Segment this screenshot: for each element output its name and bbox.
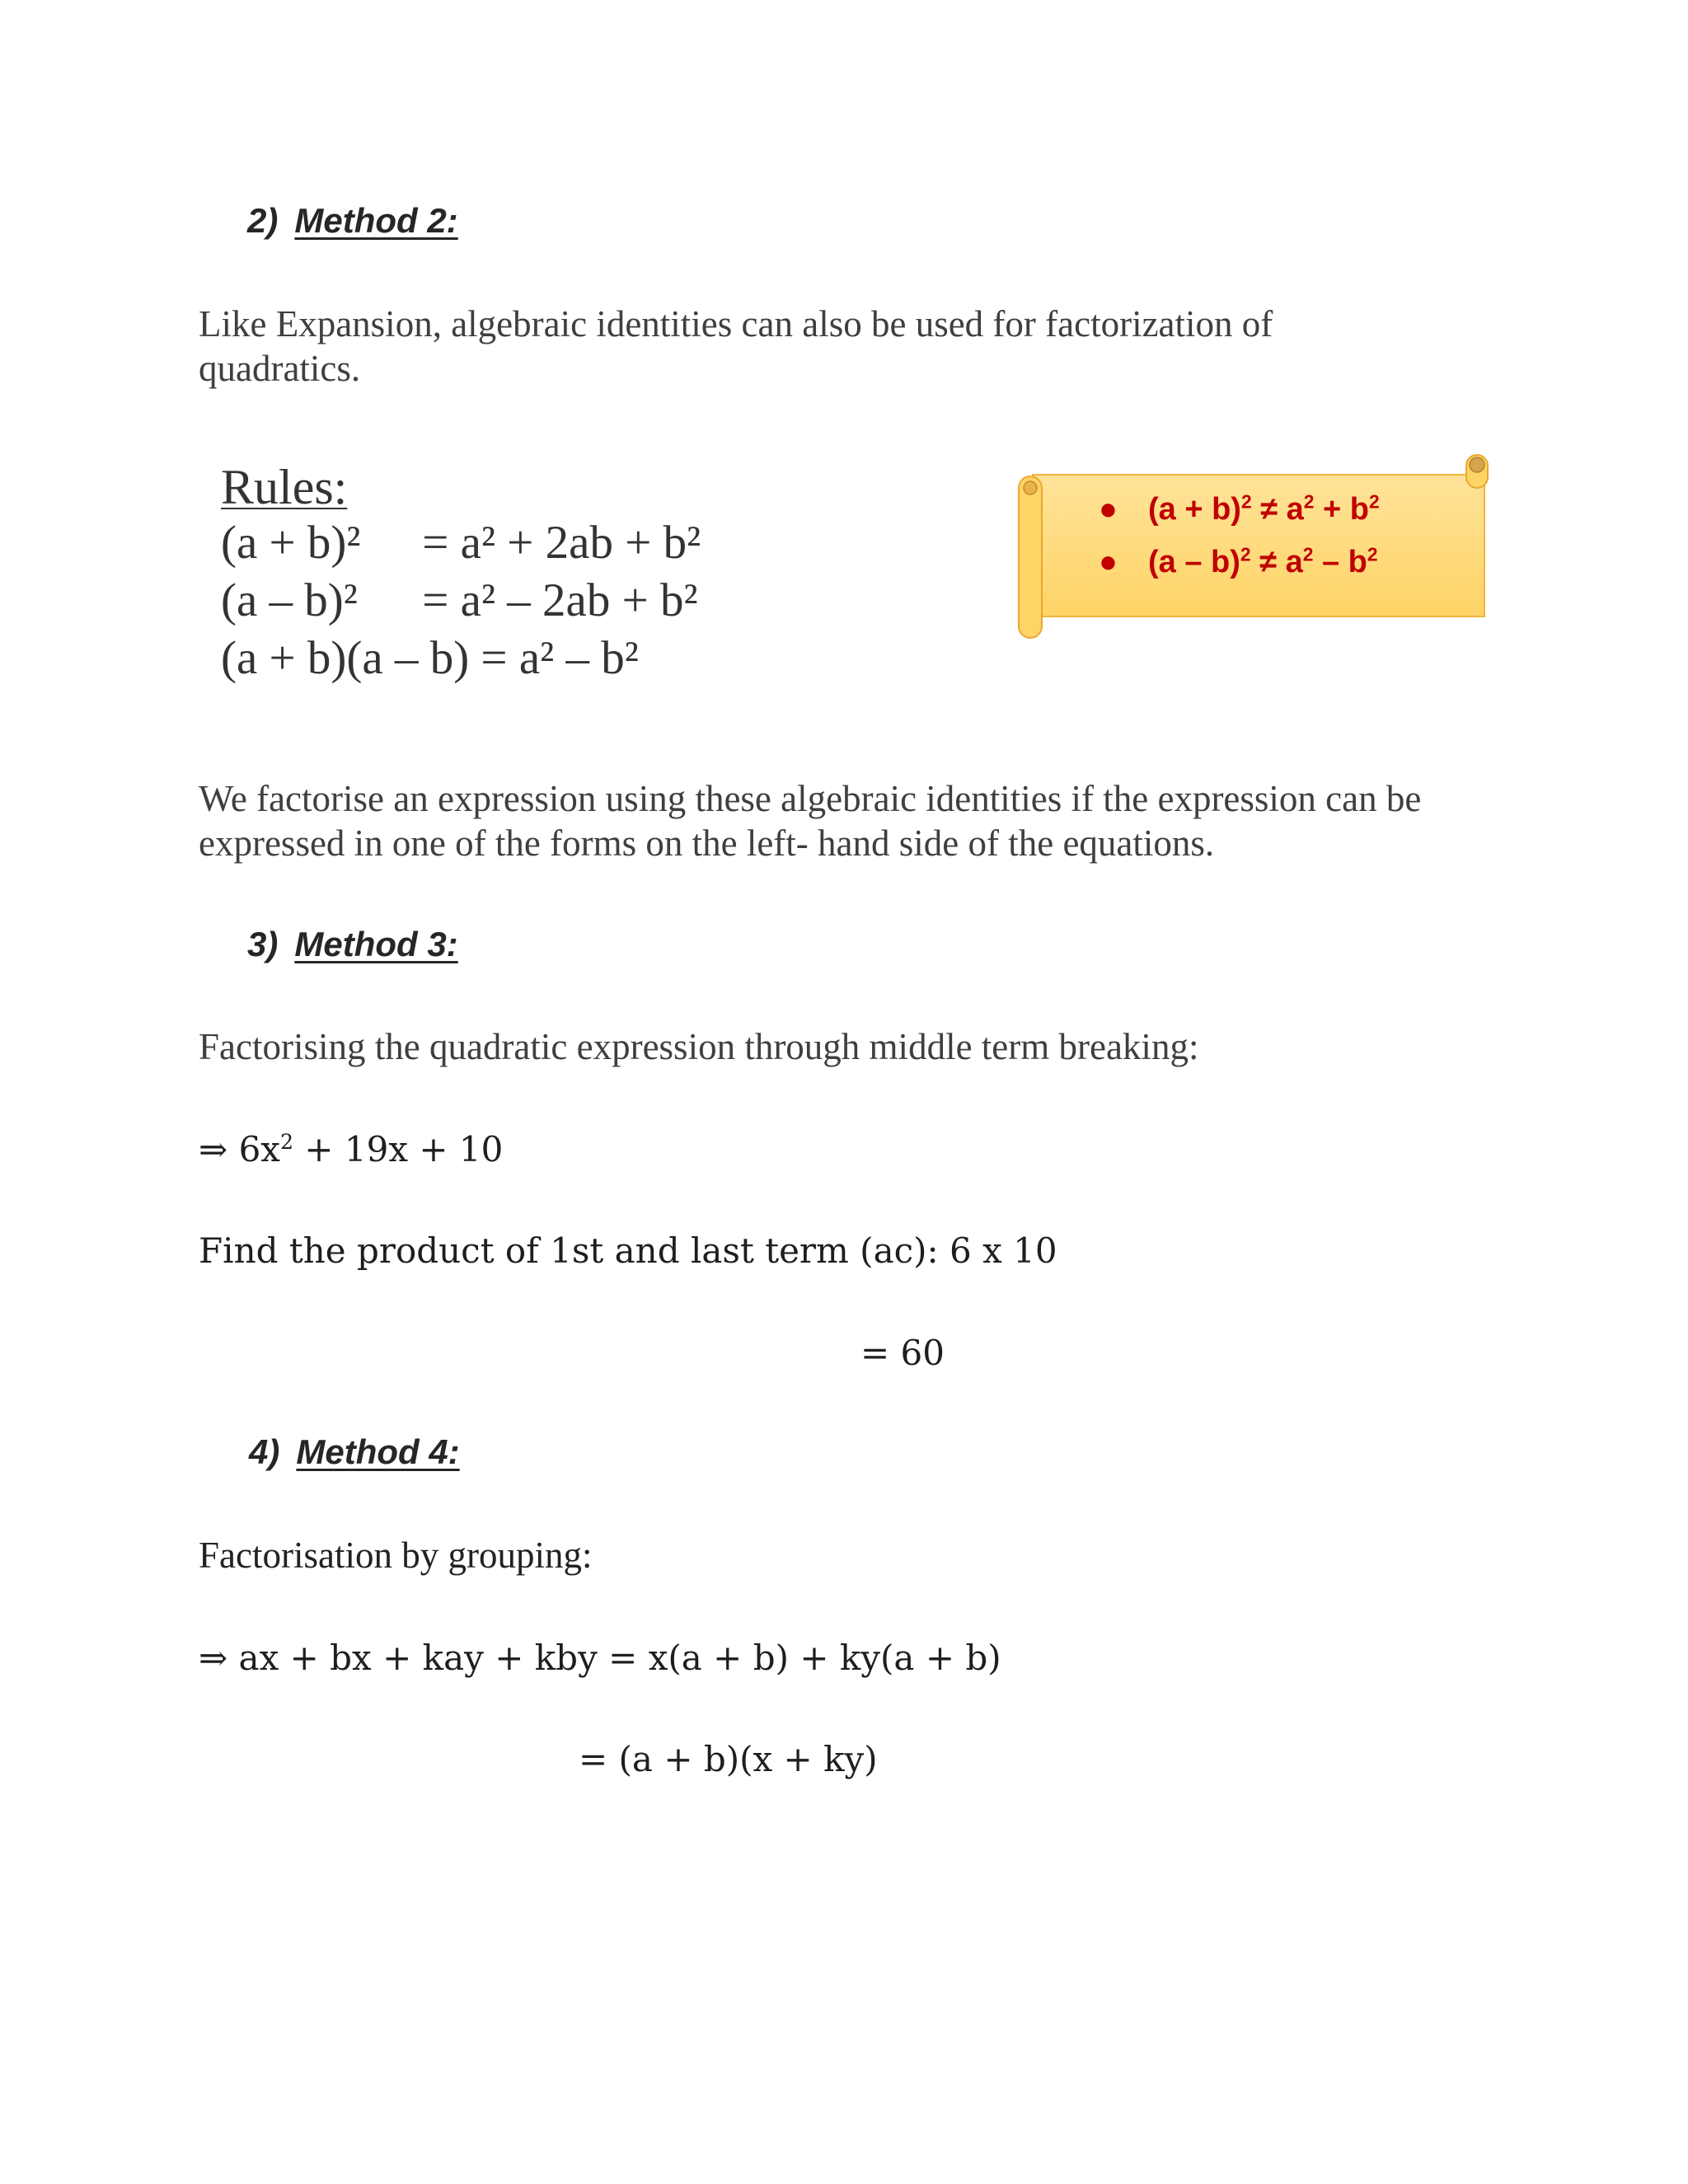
method-2-heading: [247, 201, 458, 241]
method-3-number: 3): [247, 925, 279, 963]
rule-rhs: = a² – 2ab + b²: [422, 574, 698, 626]
method-4-paragraph: Factorisation by grouping:: [199, 1535, 593, 1576]
rule-lhs: (a – b)²: [221, 574, 358, 626]
implies-arrow: ⇒: [199, 1129, 228, 1169]
rules-block: [221, 460, 748, 699]
intro-paragraph: Like Expansion, algebraic identities can also be used for factorization of quadratics.: [199, 303, 1273, 389]
method-3-result: = 60: [860, 1333, 945, 1373]
method-2-title: Method 2:: [294, 201, 458, 240]
method-3-expression: ⇒ $6x^2 + 19x + 10$: [199, 1129, 504, 1169]
bullet-icon: ●: [1099, 545, 1118, 579]
rule-row: [221, 630, 748, 687]
method-4-expression: ⇒ ax + bx + kay + kby = x(a + b) + ky(a + b): [199, 1638, 1001, 1678]
rule-lhs: (a + b)²: [221, 517, 361, 569]
rule-rhs: = a² – b²: [481, 632, 639, 684]
note-item: ● $(a + b)^2 \ne a^2 + b^2$: [1099, 483, 1380, 536]
method-4-heading: [249, 1432, 460, 1472]
method-3-heading: [247, 925, 458, 964]
method-4-number: 4): [249, 1432, 280, 1471]
rules-title: Rules:: [221, 460, 348, 514]
method-2-number: 2): [247, 201, 279, 240]
note-list: [1099, 483, 1380, 588]
note-item: ● $(a - b)^2 \ne a^2 - b^2$: [1099, 536, 1380, 588]
rule-rhs: = a² + 2ab + b²: [422, 517, 701, 569]
method-3-product: Find the product of 1st and last term (ac): 6 x 10: [199, 1230, 1057, 1271]
rule-lhs: (a + b)(a – b): [221, 632, 470, 684]
factorise-paragraph: We factorise an expression using these algebraic identities if the expression can be expressed in one of the forms on the left- hand side of the equations.: [199, 778, 1422, 864]
bullet-icon: ●: [1099, 492, 1118, 527]
method-4-result: = (a + b)(x + ky): [579, 1739, 878, 1779]
rule-row: [221, 572, 748, 630]
rule-row: [221, 514, 748, 572]
note-scroll-box: [1016, 452, 1489, 640]
method-3-title: Method 3:: [294, 925, 458, 963]
method-4-title: Method 4:: [296, 1432, 460, 1471]
method-3-paragraph: Factorising the quadratic expression through middle term breaking:: [199, 1026, 1199, 1067]
